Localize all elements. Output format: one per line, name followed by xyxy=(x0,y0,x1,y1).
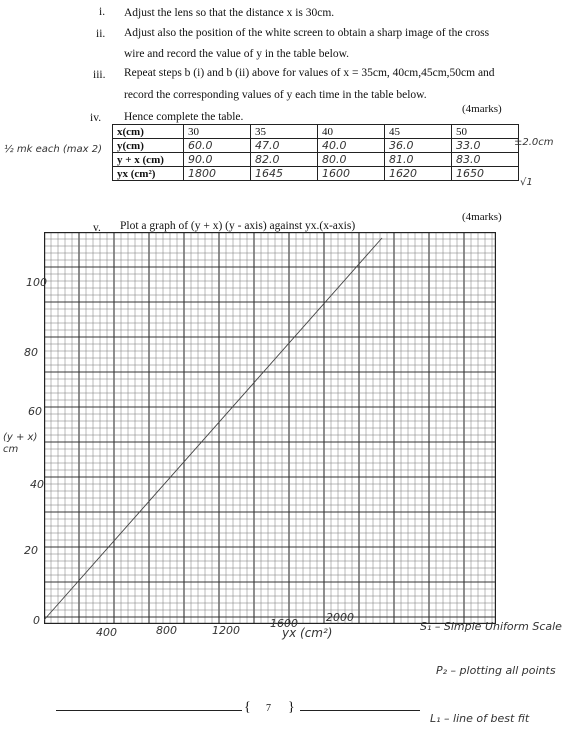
handwritten-value: 60.0 xyxy=(188,139,213,152)
handwritten-value: 80.0 xyxy=(322,153,347,166)
y-tick-label: 60 xyxy=(28,405,42,418)
step-iv-text: Hence complete the table. xyxy=(124,111,244,123)
table-row-yx xyxy=(113,167,519,181)
margin-note: ½ mk each (max 2) xyxy=(4,144,103,155)
step-ii-text-line1: Adjust also the position of the white screen to obtain a sharp image of the cross xyxy=(124,27,490,39)
footer-brace-left: { xyxy=(244,700,251,715)
x-tick-label: 2000 xyxy=(326,611,354,624)
table-cell xyxy=(452,153,519,167)
y-tick-label: 100 xyxy=(26,276,47,289)
x-tick-label: 1600 xyxy=(270,617,298,630)
table-cell xyxy=(318,139,385,153)
y-tick-label: 80 xyxy=(24,346,38,359)
table-cell: 50 xyxy=(452,125,519,139)
table-cell: 30 xyxy=(184,125,251,139)
handwritten-value: 40.0 xyxy=(322,139,347,152)
table-cell: 40 xyxy=(318,125,385,139)
table-cell xyxy=(251,139,318,153)
graph-paper xyxy=(44,232,496,629)
footer-brace-right: } xyxy=(288,700,295,715)
x-tick-label: 1200 xyxy=(212,624,240,637)
handwritten-value: 1620 xyxy=(389,167,417,180)
handwritten-value: 33.0 xyxy=(456,139,481,152)
step-iii-text-line2: record the corresponding values of y each time in the table below. xyxy=(124,89,427,101)
handwritten-value: 47.0 xyxy=(255,139,280,152)
table-cell: 35 xyxy=(251,125,318,139)
step-ii-text-line2: wire and record the value of y in the table below. xyxy=(124,48,350,60)
handwritten-value: 83.0 xyxy=(456,153,481,166)
step-iv-marks: (4marks) xyxy=(462,103,502,115)
graph-grid xyxy=(44,232,496,624)
marking-s1: S₁ – Simple Uniform Scale xyxy=(420,620,562,633)
table-cell xyxy=(318,153,385,167)
handwritten-value: 81.0 xyxy=(389,153,414,166)
table-cell xyxy=(385,153,452,167)
y-axis-label: (y + x) cm xyxy=(3,432,38,455)
table-row-y xyxy=(113,139,519,153)
footer-rule-right xyxy=(300,710,420,711)
y-tick-label: 20 xyxy=(24,544,38,557)
tolerance-note: ±2.0cm xyxy=(514,137,554,148)
step-i-number: i. xyxy=(99,6,106,18)
x-axis-label: yx (cm²) xyxy=(282,626,333,640)
x-tick-label: 400 xyxy=(96,626,117,639)
table-row-ypx xyxy=(113,153,519,167)
handwritten-value: 90.0 xyxy=(188,153,213,166)
table-header-yx: yx (cm²) xyxy=(113,167,184,181)
table-cell xyxy=(184,139,251,153)
page-number: 7 xyxy=(266,703,271,714)
table-cell xyxy=(184,167,251,181)
table-cell xyxy=(452,167,519,181)
handwritten-value: 82.0 xyxy=(255,153,280,166)
table-cell xyxy=(385,139,452,153)
table-cell: 45 xyxy=(385,125,452,139)
step-v-marks: (4marks) xyxy=(462,211,502,223)
step-iii-number: iii. xyxy=(93,69,106,81)
handwritten-value: 1600 xyxy=(322,167,350,180)
table-cell xyxy=(184,153,251,167)
handwritten-value: 1645 xyxy=(255,167,283,180)
table-header-x: x(cm) xyxy=(113,125,184,139)
table-row-x xyxy=(113,125,519,139)
table-cell xyxy=(251,153,318,167)
step-ii-number: ii. xyxy=(96,28,106,40)
handwritten-value: 36.0 xyxy=(389,139,414,152)
handwritten-value: 1650 xyxy=(456,167,484,180)
table-header-ypx: y + x (cm) xyxy=(113,153,184,167)
marking-p2: P₂ – plotting all points xyxy=(436,664,556,677)
tick-note: √1 xyxy=(520,177,533,188)
step-iv-number: iv. xyxy=(90,112,102,124)
results-table xyxy=(112,124,519,181)
table-cell xyxy=(251,167,318,181)
step-v-number: v. xyxy=(93,222,101,234)
y-tick-label: 0 xyxy=(33,614,40,627)
marking-l1: L₁ – line of best fit xyxy=(430,712,530,725)
table-cell xyxy=(385,167,452,181)
best-fit-line xyxy=(44,238,382,620)
footer-rule-left xyxy=(56,710,242,711)
table-header-y: y(cm) xyxy=(113,139,184,153)
step-v-text: Plot a graph of (y + x) (y - axis) against yx.(x-axis) xyxy=(120,220,356,232)
handwritten-value: 1800 xyxy=(188,167,216,180)
table-cell xyxy=(452,139,519,153)
step-iii-text-line1: Repeat steps b (i) and b (ii) above for values of x = 35cm, 40cm,45cm,50cm and xyxy=(124,67,495,79)
x-tick-label: 800 xyxy=(156,624,177,637)
y-tick-label: 40 xyxy=(30,478,44,491)
step-i-text: Adjust the lens so that the distance x is 30cm. xyxy=(124,7,335,19)
table-cell xyxy=(318,167,385,181)
